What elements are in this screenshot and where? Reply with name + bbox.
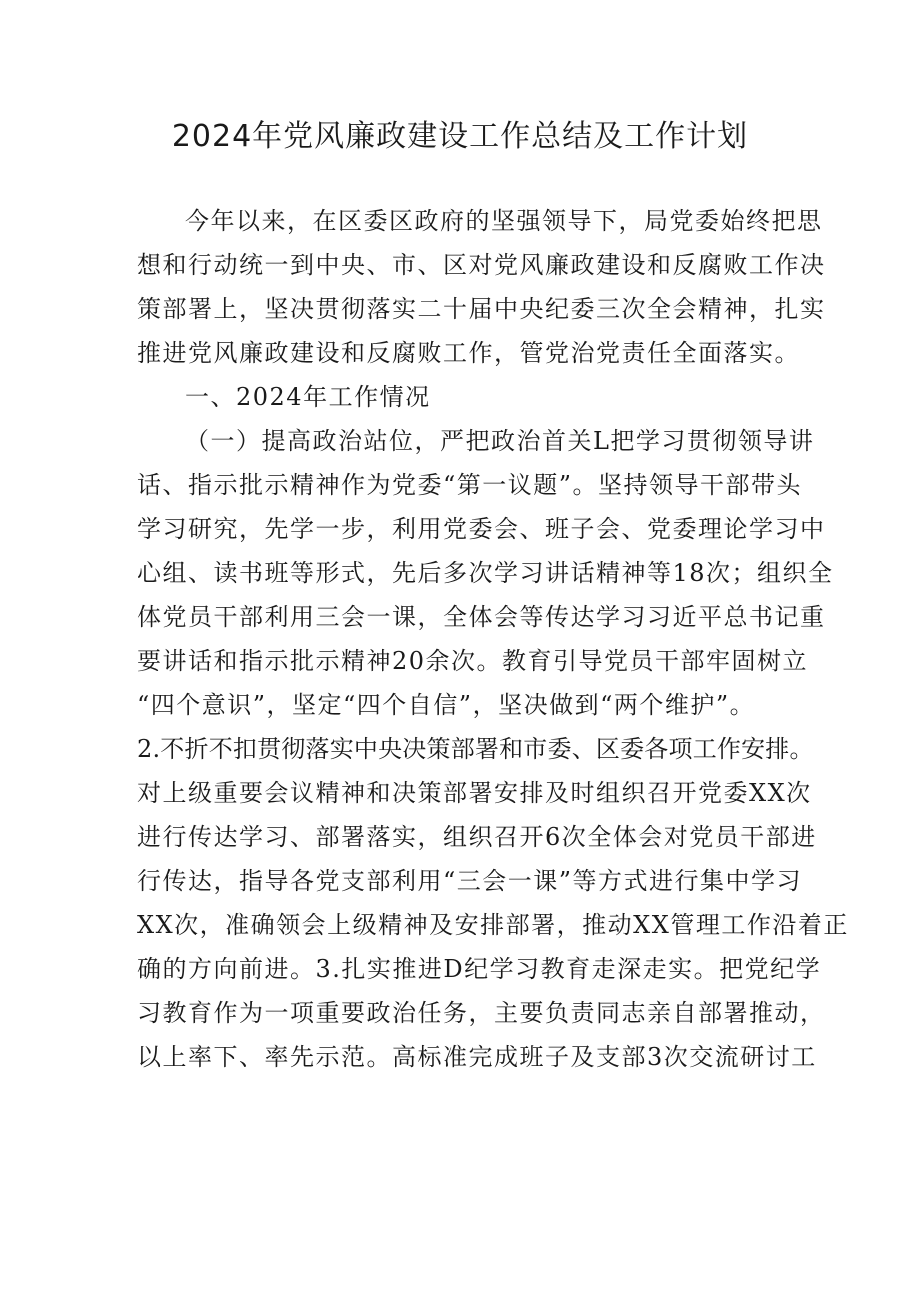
section-heading: 一、2024年工作情况 [185, 383, 431, 411]
paragraph-line: 策部署上，坚决贯彻落实二十届中央纪委三次全会精神，扎实 [137, 295, 826, 323]
paragraph-line: XX次，准确领会上级精神及安排部署，推动XX管理工作沿着正 [137, 911, 849, 939]
paragraph-line: 体党员干部利用三会一课，全体会等传达学习习近平总书记重 [137, 603, 826, 631]
paragraph-line: 以上率下、率先示范。高标准完成班子及支部3次交流研讨工 [137, 1043, 817, 1071]
paragraph-line: 今年以来，在区委区政府的坚强领导下，局党委始终把思 [185, 207, 823, 235]
paragraph-line: 话、指示批示精神作为党委“第一议题”。坚持领导干部带头 [137, 471, 803, 499]
paragraph-line: 对上级重要会议精神和决策部署安排及时组织召开党委XX次 [137, 779, 812, 807]
paragraph-line: 确的方向前进。3.扎实推进D纪学习教育走深走实。把党纪学 [137, 955, 822, 983]
paragraph-line: （一）提高政治站位，严把政治首关L把学习贯彻领导讲 [185, 427, 815, 455]
paragraph-line: 2.不折不扣贯彻落实中央决策部署和市委、区委各项工作安排。 [137, 735, 814, 763]
document-title: 2024年党风廉政建设工作总结及工作计划 [171, 119, 749, 154]
paragraph-line: 行传达，指导各党支部利用“三会一课”等方式进行集中学习 [137, 867, 803, 895]
paragraph-line: 想和行动统一到中央、市、区对党风廉政建设和反腐败工作决 [137, 251, 826, 279]
paragraph-line: 推进党风廉政建设和反腐败工作，管党治党责任全面落实。 [137, 339, 800, 367]
paragraph-line: “四个意识”，坚定“四个自信”，坚决做到“两个维护”。 [137, 691, 756, 719]
paragraph-line: 习教育作为一项重要政治任务，主要负责同志亲自部署推动， [137, 999, 826, 1027]
paragraph-line: 学习研究，先学一步，利用党委会、班子会、党委理论学习中 [137, 515, 826, 543]
paragraph-line: 进行传达学习、部署落实，组织召开6次全体会对党员干部进 [137, 823, 817, 851]
paragraph-line: 要讲话和指示批示精神20余次。教育引导党员干部牢固树立 [137, 647, 809, 675]
paragraph-line: 心组、读书班等形式，先后多次学习讲话精神等18次；组织全 [137, 559, 834, 587]
